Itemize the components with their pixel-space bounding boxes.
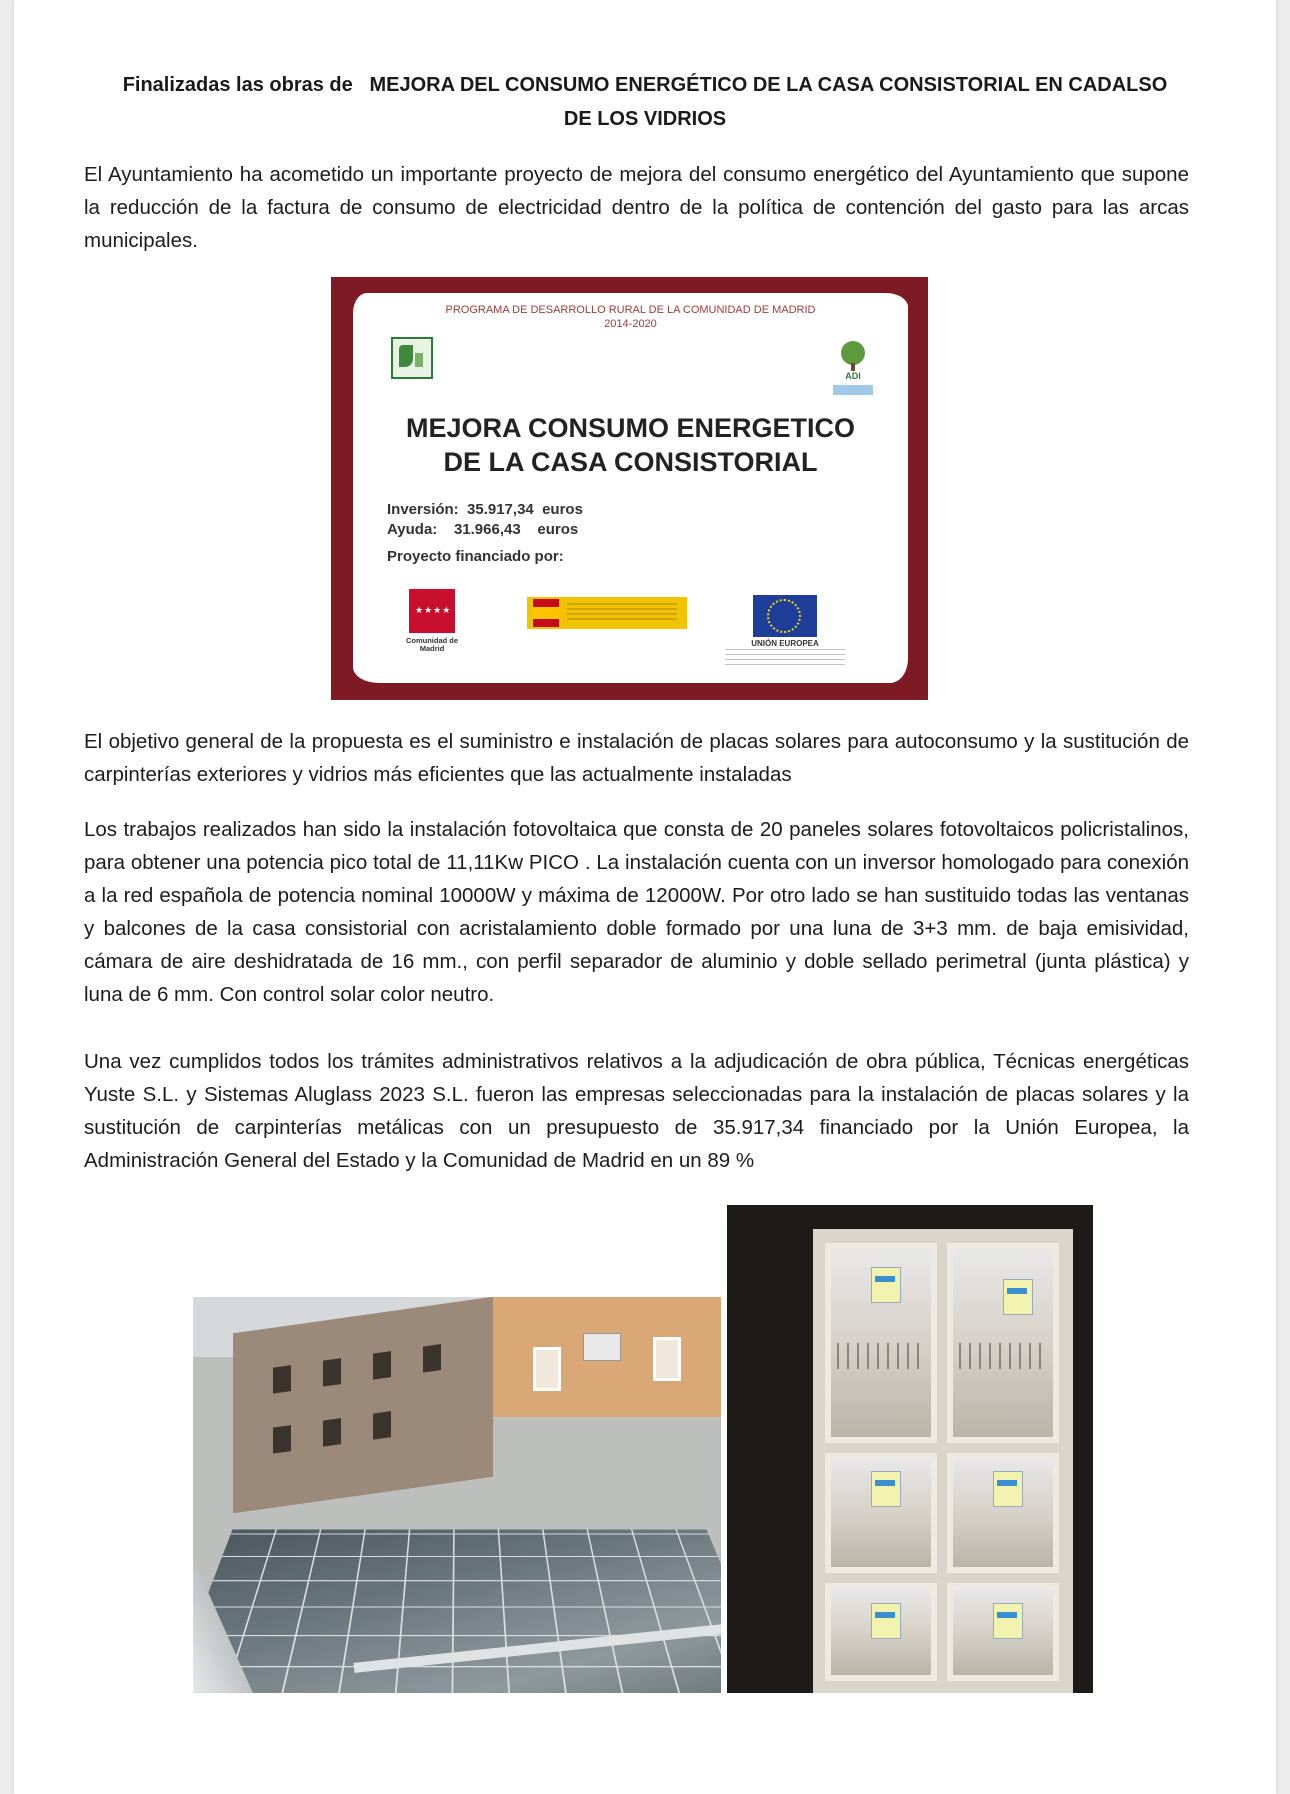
window-photo [727, 1205, 1093, 1693]
paragraph-works: Los trabajos realizados han sido la instalación fotovoltaica que consta de 20 paneles solares fotovoltaicos policristalinos, para obtener una potencia pico total de 11,11Kw PICO . La instalación cuenta con un inversor homologado para conexión a la red española de potencia nominal 10000W y máxima de 12000W. Por otro lado se han sustituido todas las ventanas y balcones de la casa consistorial con acristalamiento doble formado por una luna de 3+3 mm. de baja emisividad, cámara de aire deshidratada de 16 mm., con perfil separador de aluminio y doble sellado perimetral (junta plástica) y luna de 6 mm. Con control solar color neutro. [84, 818, 1189, 1006]
glass-label-sticker [871, 1603, 901, 1639]
poster-card [353, 293, 908, 683]
eu-label: UNIÓN EUROPEA [751, 639, 819, 648]
leader-logo-icon [391, 337, 433, 379]
page-title [114, 68, 1176, 136]
madrid-label: Comunidad de Madrid [405, 636, 459, 653]
document-page [14, 0, 1276, 1794]
ac-unit [583, 1333, 621, 1361]
glass-label-sticker [871, 1267, 901, 1303]
glass-label-sticker [1003, 1279, 1033, 1315]
paragraph-intro: El Ayuntamiento ha acometido un importante proyecto de mejora del consumo energético del Ayuntamiento que supone la reducción de la factura de consumo de electricidad dentro de la política de contención del gasto para las arcas municipales. [84, 163, 1189, 252]
window-frame [813, 1229, 1073, 1693]
title-prefix: Finalizadas las obras de [122, 74, 353, 96]
solar-panels-photo [193, 1297, 721, 1693]
poster-financiado: Proyecto financiado por: [387, 548, 564, 565]
comunidad-madrid-flag-icon: ★★★★ [409, 589, 455, 633]
poster-title [353, 411, 908, 479]
poster-years: 2014-2020 [604, 318, 657, 330]
poster-title-line1: MEJORA CONSUMO ENERGETICO [405, 413, 856, 443]
poster-program: PROGRAMA DE DESARROLLO RURAL DE LA COMUNIDAD DE MADRID [445, 304, 816, 316]
poster-title-line2: DE LA CASA CONSISTORIAL [443, 447, 818, 477]
title-main: MEJORA DEL CONSUMO ENERGÉTICO DE LA CASA CONSISTORIAL EN CADALSO DE LOS VIDRIOS [369, 74, 1168, 130]
adi-label: ADI [845, 371, 861, 381]
adi-logo [831, 341, 875, 399]
solar-panel-array [193, 1530, 721, 1693]
tree-icon [841, 341, 865, 365]
paragraph-contract: Una vez cumplidos todos los trámites administrativos relativos a la adjudicación de obra pública, Técnicas energéticas Yuste S.L. y Sistemas Aluglass 2023 S.L. fueron las empresas seleccionadas para la instalación de placas solares y la sustitución de carpinterías metálicas con un presupuesto de 35.917,34 financiado por la Unión Europea, la Administración General del Estado y la Comunidad de Madrid en un 89 % [84, 1050, 1189, 1172]
glass-label-sticker [871, 1471, 901, 1507]
glass-label-sticker [993, 1603, 1023, 1639]
poster-inversion: Inversión: 35.917,34 euros [387, 501, 583, 518]
eu-flag-icon [753, 595, 817, 637]
project-poster-image [331, 277, 928, 700]
paragraph-objective: El objetivo general de la propuesta es el suministro e instalación de placas solares para autoconsumo y la sustitución de carpinterías exteriores y vidrios más eficientes que las actualmente instaladas [84, 730, 1189, 786]
gobierno-espana-logo [527, 597, 687, 629]
building-left [233, 1297, 493, 1513]
spain-shield-icon [533, 599, 559, 627]
glass-label-sticker [993, 1471, 1023, 1507]
poster-ayuda: Ayuda: 31.966,43 euros [387, 521, 579, 538]
